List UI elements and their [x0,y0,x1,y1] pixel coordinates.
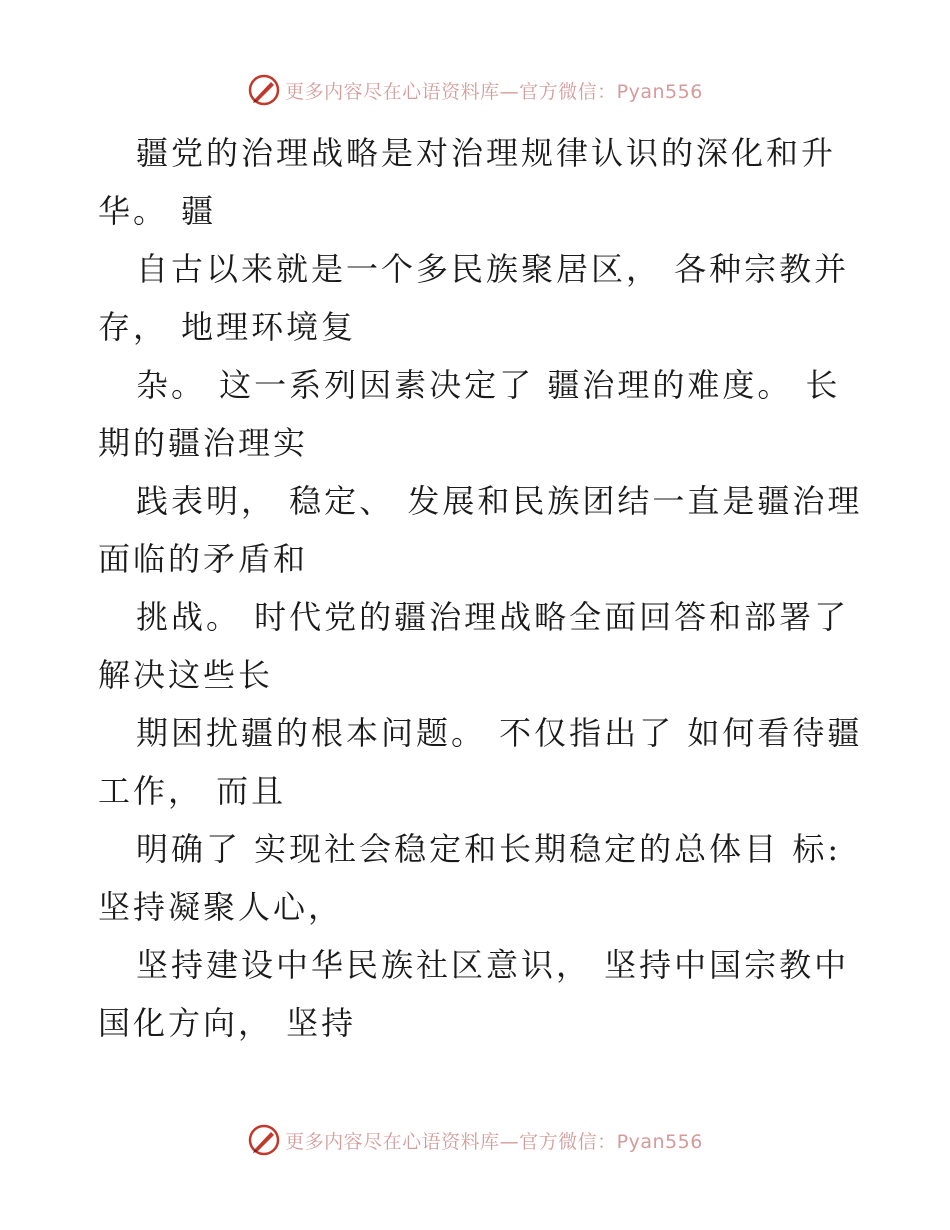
paragraph [98,240,868,356]
watermark-footer [0,1120,950,1160]
pen-logo-icon [247,1123,281,1157]
paragraph-line: 疆党的治理战略是对治理规律认识的深化和升 [136,134,837,172]
watermark-text: 更多内容尽在心语资料库—官方微信：Pyan556 [285,80,703,103]
paragraph [98,704,868,820]
paragraph-line: 华。 疆 [98,192,217,230]
paragraph-line: 工作， 而且 [98,772,287,810]
paragraph-line: 国化方向， 坚持 [98,1004,357,1042]
pen-logo-icon [247,73,281,107]
paragraph-line: 明确了 实现社会稳定和长期稳定的总体目 标: [136,830,842,868]
paragraph [98,472,868,588]
paragraph [98,124,868,240]
paragraph-line: 面临的矛盾和 [98,540,309,578]
paragraph [98,820,868,936]
paragraph-line: 践表明， 稳定、 发展和民族团结一直是疆治理 [136,482,863,520]
paragraph-line: 坚持凝聚人心， [98,888,344,926]
paragraph-line: 挑战。 时代党的疆治理战略全面回答和部署了 [136,598,850,636]
document-body [98,124,868,1052]
paragraph-line: 杂。 这一系列因素决定了 疆治理的难度。 长 [136,366,841,404]
paragraph [98,588,868,704]
watermark-text: 更多内容尽在心语资料库—官方微信：Pyan556 [285,1130,703,1153]
paragraph-line: 期的疆治理实 [98,424,309,462]
paragraph-line: 存， 地理环境复 [98,308,357,346]
paragraph-line: 解决这些长 [98,656,274,694]
watermark-header [0,70,950,110]
paragraph-line: 期困扰疆的根本问题。 不仅指出了 如何看待疆 [136,714,863,752]
paragraph [98,936,868,1052]
paragraph-line: 自古以来就是一个多民族聚居区， 各种宗教并 [136,250,850,288]
paragraph [98,356,868,472]
paragraph-line: 坚持建设中华民族社区意识， 坚持中国宗教中 [136,946,850,984]
